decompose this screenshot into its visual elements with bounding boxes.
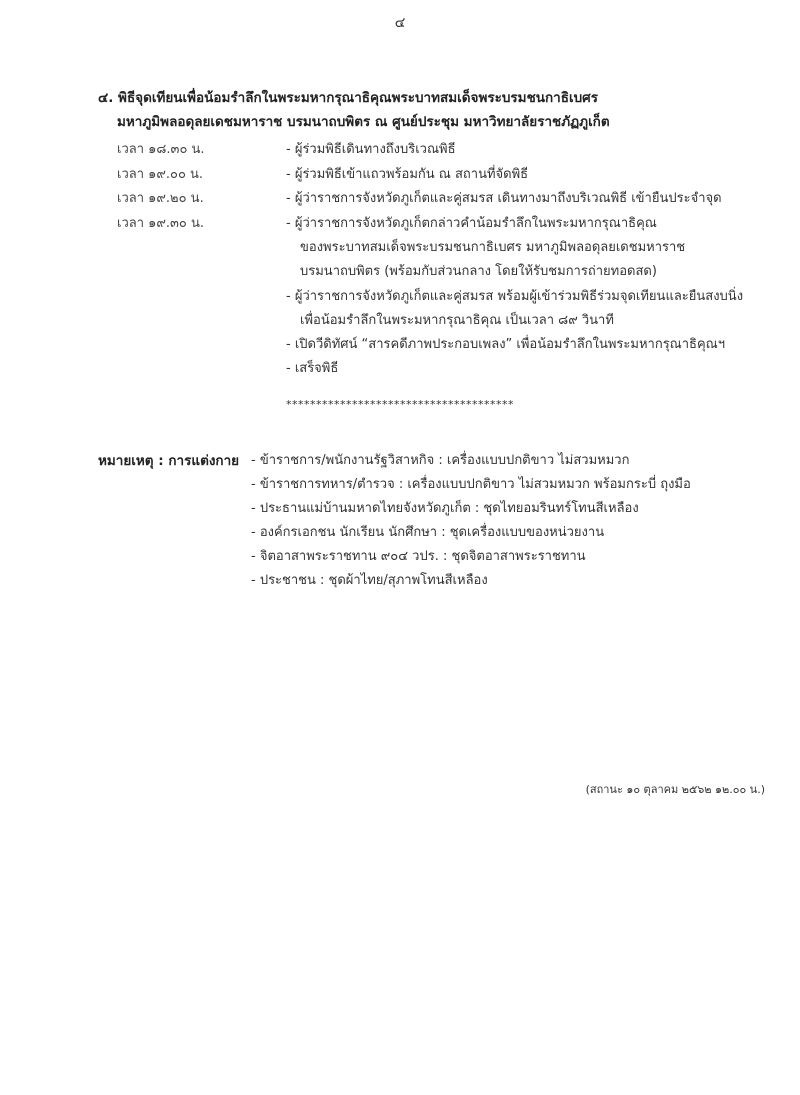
schedule-line: ของพระบาทสมเด็จพระบรมชนกาธิเบศร มหาภูมิพลอดุลยเดชมหาราช (300, 240, 686, 255)
schedule-line: เพื่อน้อมรำลึกในพระมหากรุณาธิคุณ เป็นเวลา ๘๙ วินาที (300, 313, 614, 328)
schedule-line: - ผู้ว่าราชการจังหวัดภูเก็ตและคู่สมรส เดินทางมาถึงบริเวณพิธี เข้ายืนประจำจุด (286, 191, 722, 206)
dress-code-item: - จิตอาสาพระราชทาน ๙๐๔ วปร. : ชุดจิตอาสาพระราชทาน (251, 549, 586, 564)
section-heading-line2: มหาภูมิพลอดุลยเดชมหาราช บรมนาถบพิตร ณ ศูนย์ประชุม มหาวิทยาลัยราชภัฏภูเก็ต (117, 114, 610, 130)
dress-code-item: - ข้าราชการทหาร/ตำรวจ : เครื่องแบบปกติขาว ไม่สวมหมวก พร้อมกระบี่ ถุงมือ (251, 477, 691, 492)
dress-code-item: - องค์กรเอกชน นักเรียน นักศึกษา : ชุดเครื่องแบบของหน่วยงาน (251, 525, 605, 540)
page-number: ๔ (394, 15, 406, 31)
dress-code-item: - ประธานแม่บ้านมหาดไทยจังหวัดภูเก็ต : ชุดไทยอมรินทร์โทนสีเหลือง (251, 501, 639, 516)
schedule-line: - เสร็จพิธี (286, 361, 339, 376)
schedule-line: - ผู้ร่วมพิธีเดินทางถึงบริเวณพิธี (286, 142, 456, 157)
note-label: หมายเหตุ : การแต่งกาย (98, 453, 240, 469)
section-heading-line1: ๔. พิธีจุดเทียนเพื่อน้อมรำลึกในพระมหากรุณาธิคุณพระบาทสมเด็จพระบรมชนกาธิเบศร (98, 90, 598, 106)
schedule-line: - ผู้ว่าราชการจังหวัดภูเก็ตกล่าวคำน้อมรำลึกในพระมหากรุณาธิคุณ (286, 216, 657, 231)
time-label: เวลา ๑๘.๓๐ น. (117, 142, 205, 157)
schedule-line: บรมนาถบพิตร (พร้อมกับส่วนกลาง โดยให้รับชมการถ่ายทอดสด) (300, 264, 657, 279)
time-label: เวลา ๑๙.๒๐ น. (117, 191, 204, 206)
schedule-line: - ผู้ร่วมพิธีเข้าแถวพร้อมกัน ณ สถานที่จัดพิธี (286, 167, 529, 182)
footer-status: (สถานะ ๑๐ ตุลาคม ๒๕๖๒ ๑๒.๐๐ น.) (585, 783, 765, 796)
time-label: เวลา ๑๙.๐๐ น. (117, 167, 204, 182)
time-label: เวลา ๑๙.๓๐ น. (117, 216, 205, 231)
schedule-line: - ผู้ว่าราชการจังหวัดภูเก็ตและคู่สมรส พร้อมผู้เข้าร่วมพิธีร่วมจุดเทียนและยืนสงบนิ่ง (286, 289, 744, 304)
schedule-line: - เปิดวีดิทัศน์ “สารคดีภาพประกอบเพลง” เพื่อน้อมรำลึกในพระมหากรุณาธิคุณฯ (286, 337, 726, 352)
dress-code-item: - ข้าราชการ/พนักงานรัฐวิสาหกิจ : เครื่องแบบปกติขาว ไม่สวมหมวก (251, 453, 630, 468)
separator: ************************************** (286, 398, 514, 411)
dress-code-item: - ประชาชน : ชุดผ้าไทย/สุภาพโทนสีเหลือง (251, 573, 488, 588)
